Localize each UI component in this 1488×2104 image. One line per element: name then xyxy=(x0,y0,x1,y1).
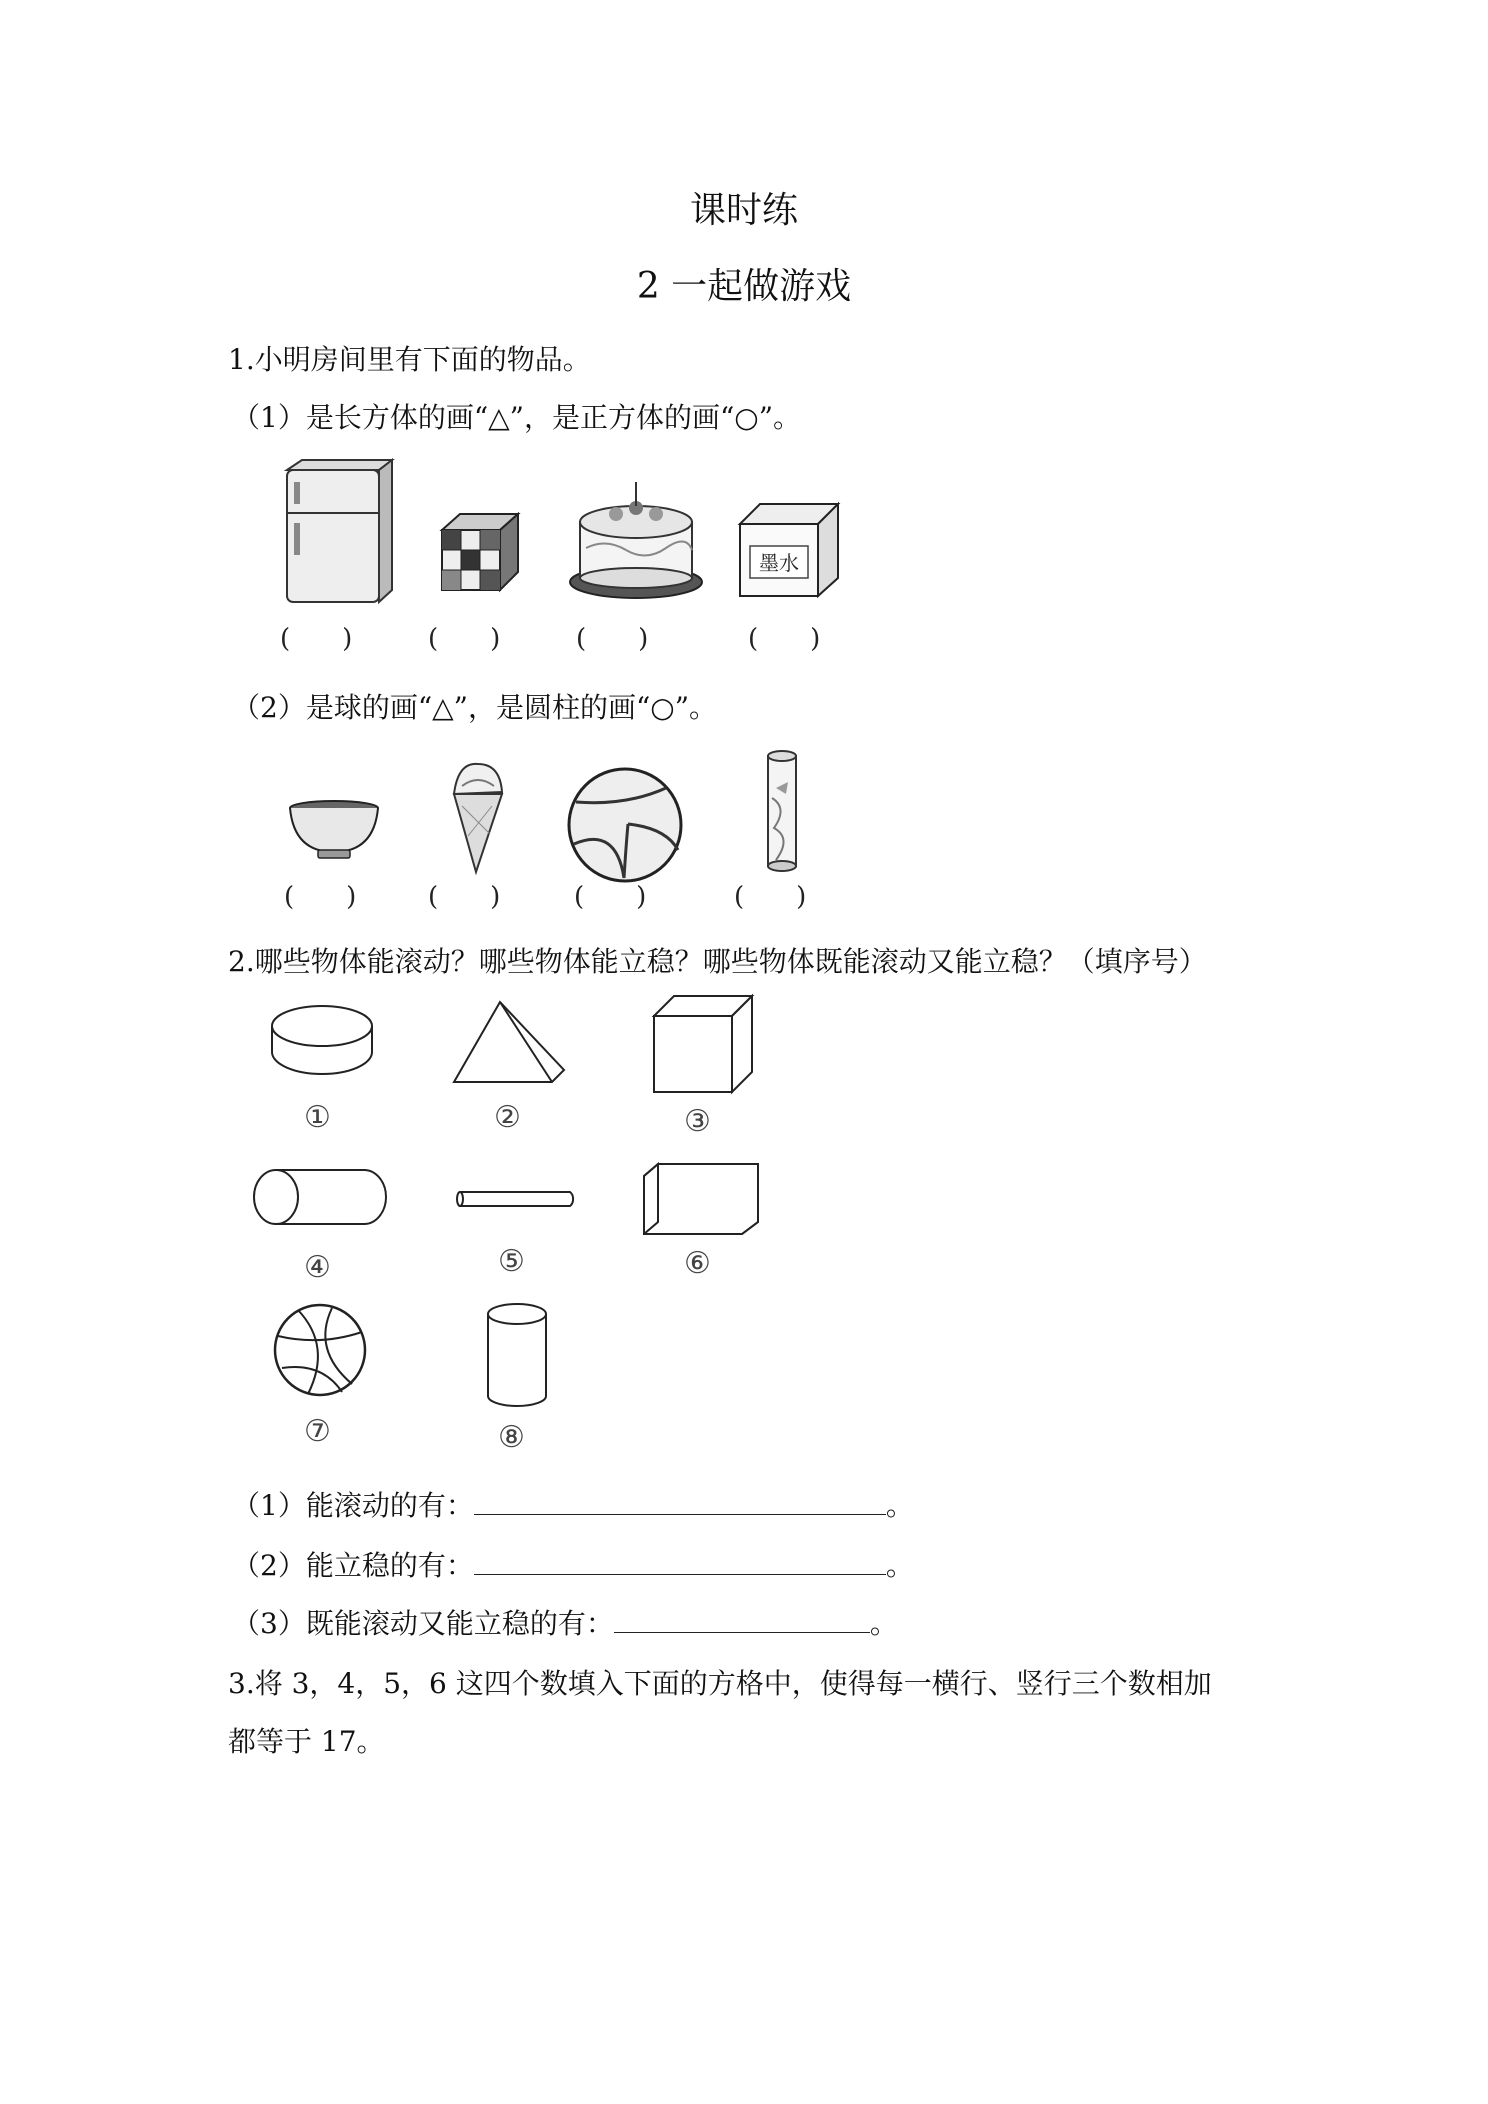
q2-sub2-end: 。 xyxy=(885,1549,914,1582)
standing-cylinder-icon xyxy=(484,1302,550,1410)
rubiks-cube-icon xyxy=(440,512,520,592)
q1-part2-prompt: （2）是球的画“△”，是圆柱的画“○”。 xyxy=(232,691,718,724)
q2-sub3 xyxy=(232,1602,898,1642)
volleyball-icon xyxy=(566,766,684,884)
q2-sub1-end: 。 xyxy=(885,1489,914,1522)
q1-answer-2[interactable]: ( ) xyxy=(428,624,501,654)
q2-sub3-label: （3）既能滚动又能立稳的有： xyxy=(232,1607,614,1640)
page-subtitle: 2 一起做游戏 xyxy=(636,266,852,307)
q2-sub1-blank[interactable] xyxy=(474,1486,886,1515)
q3-line1: 3.将 3，4，5，6 这四个数填入下面的方格中，使得每一横行、竖行三个数相加 xyxy=(228,1667,1212,1700)
shape-number-1: ① xyxy=(304,1100,331,1135)
ink-box-icon xyxy=(738,502,840,598)
q1-part1-prompt: （1）是长方体的画“△”，是正方体的画“○”。 xyxy=(232,401,802,434)
q2-sub1 xyxy=(232,1484,914,1524)
thin-rod-icon xyxy=(456,1188,580,1210)
shape-number-6: ⑥ xyxy=(684,1246,711,1281)
lying-cylinder-icon xyxy=(252,1168,388,1226)
q2-sub1-label: （1）能滚动的有： xyxy=(232,1489,474,1522)
q2-answer-2[interactable]: ( ) xyxy=(428,882,501,912)
shape-number-2: ② xyxy=(494,1100,521,1135)
q2-sub3-blank[interactable] xyxy=(614,1604,870,1633)
ink-box-label: 墨水 xyxy=(759,551,799,575)
q2-answer-4[interactable]: ( ) xyxy=(734,882,807,912)
cuboid-icon xyxy=(642,1162,762,1236)
shuttlecock-tube-icon xyxy=(764,748,800,872)
cube-icon xyxy=(652,994,754,1094)
page-title: 课时练 xyxy=(689,190,798,231)
shape-number-5: ⑤ xyxy=(498,1244,525,1279)
cake-icon xyxy=(566,478,706,602)
basketball-icon xyxy=(272,1302,368,1398)
triangular-prism-icon xyxy=(452,998,576,1088)
q2-answer-1[interactable]: ( ) xyxy=(284,882,357,912)
q2-stem: 2.哪些物体能滚动？哪些物体能立稳？哪些物体既能滚动又能立稳？（填序号） xyxy=(228,945,1207,978)
shape-number-4: ④ xyxy=(304,1250,331,1285)
q2-sub3-end: 。 xyxy=(869,1607,898,1640)
q3-line2: 都等于 17。 xyxy=(228,1725,385,1758)
shape-number-8: ⑧ xyxy=(498,1420,525,1455)
q1-answer-4[interactable]: ( ) xyxy=(748,624,821,654)
short-cylinder-icon xyxy=(270,1004,374,1078)
bowl-icon xyxy=(286,800,382,864)
q1-answer-1[interactable]: ( ) xyxy=(280,624,353,654)
q1-stem: 1.小明房间里有下面的物品。 xyxy=(228,343,591,376)
ice-cream-icon xyxy=(448,756,508,876)
q2-answer-3[interactable]: ( ) xyxy=(574,882,647,912)
fridge-icon xyxy=(284,458,396,606)
shape-number-7: ⑦ xyxy=(304,1414,331,1449)
q2-sub2-blank[interactable] xyxy=(474,1546,886,1575)
shape-number-3: ③ xyxy=(684,1104,711,1139)
q2-sub2 xyxy=(232,1544,914,1584)
q2-sub2-label: （2）能立稳的有： xyxy=(232,1549,474,1582)
q1-answer-3[interactable]: ( ) xyxy=(576,624,649,654)
